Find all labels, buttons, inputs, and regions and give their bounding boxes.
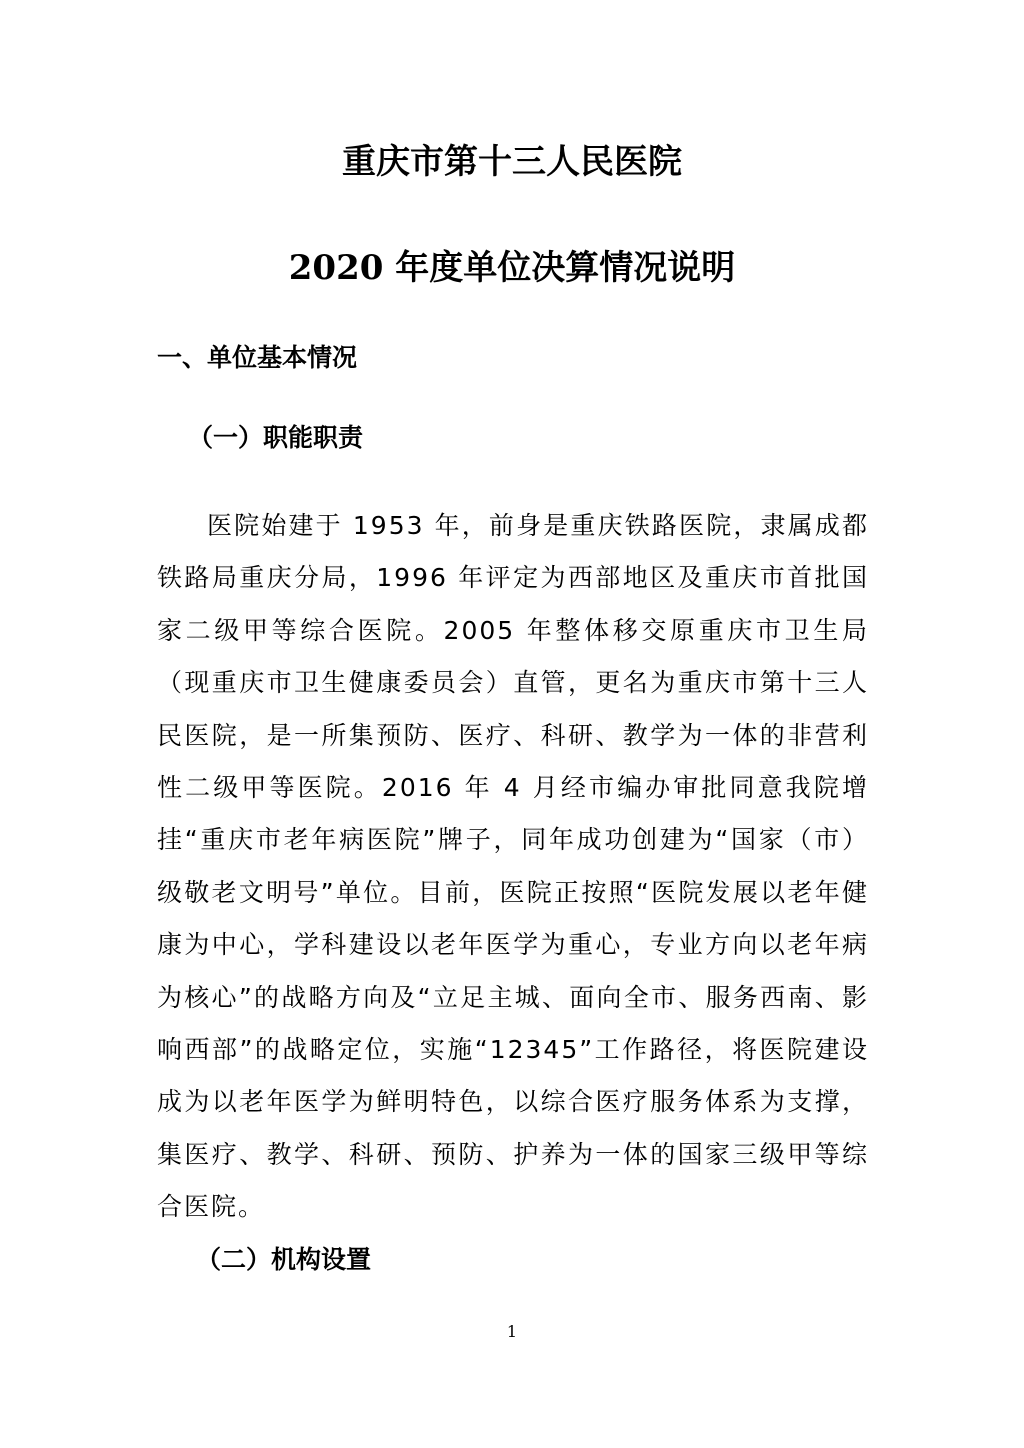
subsection-heading-duties: （一）职能职责 [188, 423, 364, 452]
section-heading-basic-info: 一、单位基本情况 [157, 343, 358, 372]
document-title-line-1: 重庆市第十三人民医院 [342, 142, 682, 182]
subsection-heading-organization: （二）机构设置 [196, 1245, 372, 1274]
page-number: 1 [506, 1322, 518, 1341]
document-title-line-2: 2020 年度单位决算情况说明 [288, 248, 736, 288]
duties-paragraph: 医院始建于 1953 年，前身是重庆铁路医院，隶属成都铁路局重庆分局，1996 年评定为西部地区及重庆市首批国家二级甲等综合医院。2005 年整体移交原重庆市卫生局（现重庆市卫生健康委员会）直管，更名为重庆市第十三人民医院，是一所集预防、医疗、科研、教学为一体的非营利性二级甲等医院。2016 年 4 月经市编办审批同意我院增挂“重庆市老年病医院”牌子，同年成功创建为“国家（市）级敬老文明号”单位。目前，医院正按照“医院发展以老年健康为中心，学科建设以老年医学为重心，专业方向以老年病为核心”的战略方向及“立足主城、面向全市、服务西南、影响西部”的战略定位，实施“12345”工作路径，将医院建设成为以老年医学为鲜明特色，以综合医疗服务体系为支撑，集医疗、教学、科研、预防、护养为一体的国家三级甲等综合医院。 [157, 511, 869, 1222]
